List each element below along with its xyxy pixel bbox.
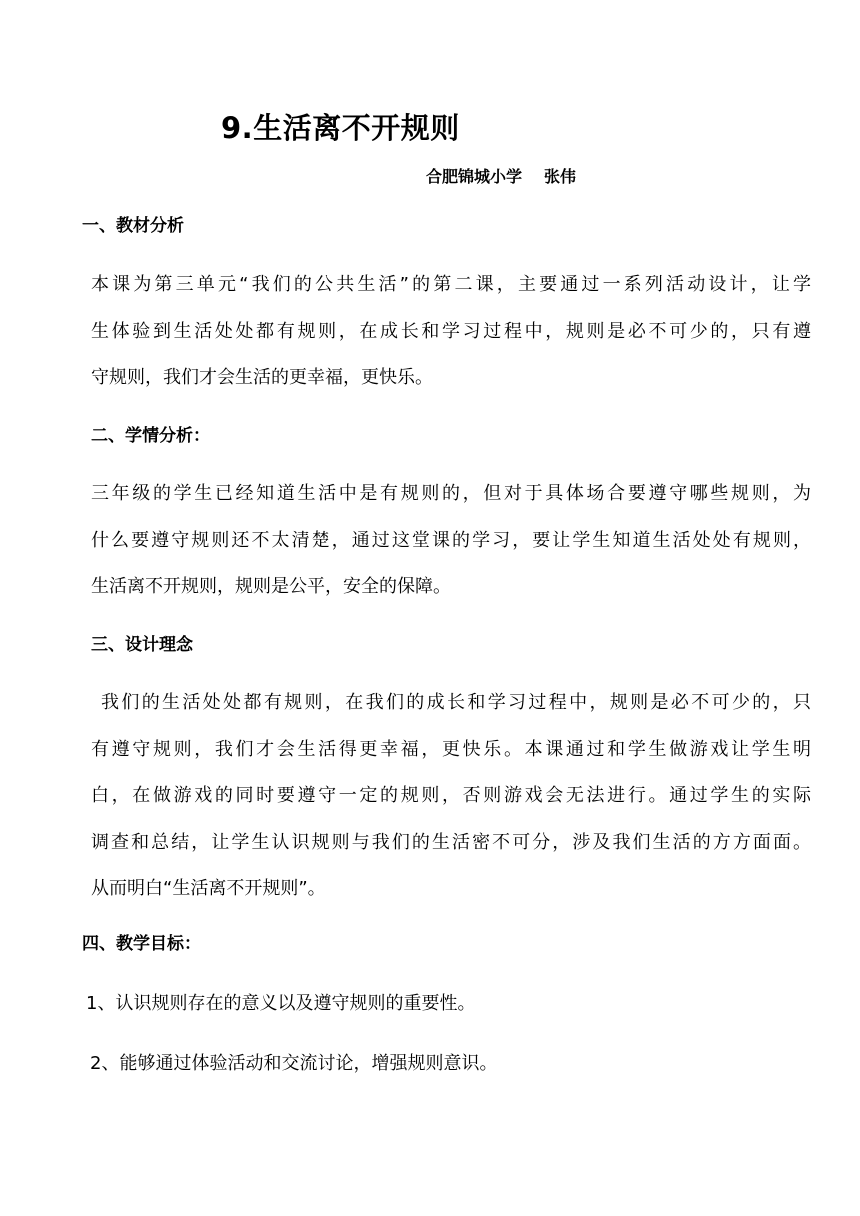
section-heading-student-analysis: 二、学情分析： [91,426,210,446]
section-heading-textbook-analysis: 一、教材分析 [82,216,184,236]
paragraph-line: 有遵守规则，我们才会生活得更幸福，更快乐。本课通过和学生做游戏让学生明 [91,738,811,760]
paragraph-line: 生体验到生活处处都有规则，在成长和学习过程中，规则是必不可少的，只有遵 [91,320,811,342]
paragraph-line: 三年级的学生已经知道生活中是有规则的，但对于具体场合要遵守哪些规则，为 [91,483,811,504]
paragraph-line: 我们的生活处处都有规则，在我们的成长和学习过程中，规则是必不可少的，只 [101,692,811,713]
paragraph-line: 生活离不开规则，规则是公平，安全的保障。 [91,576,451,597]
author-name: 张伟 [544,167,577,186]
section-paragraph-student-analysis [91,471,811,611]
paragraph-line: 白，在做游戏的同时要遵守一定的规则，否则游戏会无法进行。通过学生的实际 [91,785,811,806]
paragraph-line: 从而明白“生活离不开规则”。 [91,878,326,899]
paragraph-line: 什么要遵守规则还不太清楚，通过这堂课的学习，要让学生知道生活处处有规则， [91,529,811,551]
page-title: 9.生活离不开规则 [221,111,460,145]
objective-item: 1、认识规则存在的意义以及遵守规则的重要性。 [86,993,476,1014]
paragraph-line: 本课为第三单元“我们的公共生活”的第二课，主要通过一系列活动设计，让学 [91,274,811,295]
paragraph-line: 守规则，我们才会生活的更幸福，更快乐。 [91,367,433,388]
paragraph-line: 调查和总结，让学生认识规则与我们的生活密不可分，涉及我们生活的方方面面。 [91,831,811,853]
section-heading-design-concept: 三、设计理念 [91,635,193,655]
author-school: 合肥锦城小学 [426,167,523,186]
objective-item: 2、能够通过体验活动和交流讨论，增强规则意识。 [90,1053,498,1074]
author-line [426,166,576,188]
section-paragraph-design-concept [91,680,811,913]
section-heading-teaching-objectives: 四、教学目标： [82,934,201,954]
section-paragraph-textbook-analysis [91,262,811,402]
